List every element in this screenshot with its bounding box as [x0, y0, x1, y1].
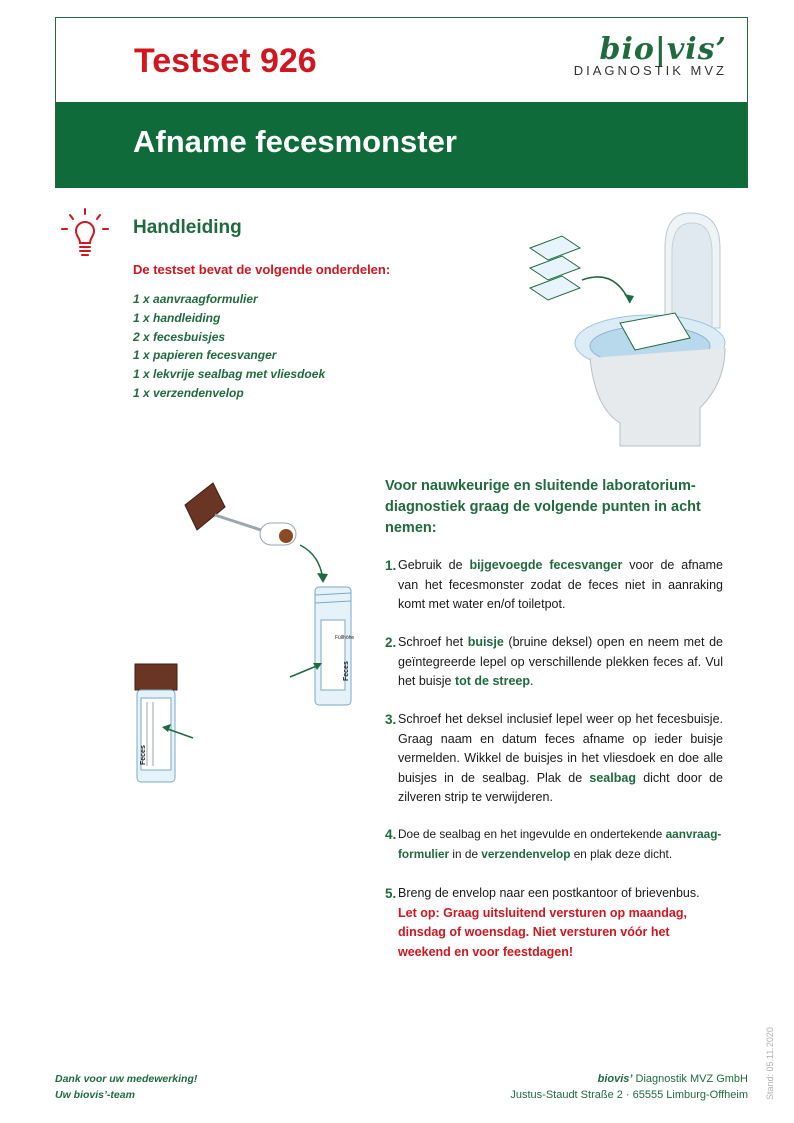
thanks-text: Dank voor uw medewerking! — [55, 1073, 198, 1085]
contents-list — [133, 290, 325, 403]
subtitle-bar — [56, 102, 747, 188]
shipping-warning: Let op: Graag uitsluitend versturen op maandag, dinsdag of woensdag. Niet versturen vóór het weekend en voor feestdagen! — [398, 905, 687, 959]
step-text: Schroef het deksel inclusief lepel weer op het fecesbuisje. Graag naam en datum feces afname op ieder buisje vermelden. Wikkel de buisjes in het vliesdoek en doe alle buisjes in de sealbag. Plak de — [398, 712, 723, 785]
footer-address — [510, 1071, 748, 1103]
logo-subtitle: DIAGNOSTIK MVZ — [573, 63, 727, 78]
step-text: Gebruik de — [398, 558, 470, 572]
step-number: 5. — [385, 886, 397, 901]
step-highlight: verzendenvelop — [481, 846, 571, 861]
page-subtitle: Afname fecesmonster — [133, 124, 457, 159]
step-number: 1. — [385, 558, 397, 573]
step-text: dicht door de zilveren strip te verwijderen. — [398, 770, 723, 804]
instruction-step — [385, 556, 723, 615]
list-item: 1 x lekvrije sealbag met vliesdoek — [133, 367, 326, 382]
page-title: Testset 926 — [134, 42, 317, 80]
step-highlight: buisje — [467, 635, 504, 649]
fill-level-label: Füllhöhe — [335, 635, 355, 641]
tube-label: Feces — [343, 661, 350, 681]
step-highlight: tot de streep — [454, 674, 530, 688]
toilet-illustration — [520, 208, 730, 453]
logo-wordmark: bio|vis’ — [599, 32, 727, 67]
header-box — [55, 17, 748, 188]
company-address: Justus-Staudt Straße 2 · 65555 Limburg-Offheim — [510, 1089, 748, 1101]
step-text: Doe de sealbag en het ingevulde en ondertekende — [398, 827, 666, 841]
list-item: 1 x papieren fecesvanger — [133, 348, 277, 363]
step-highlight: aanvraag-formulier — [398, 827, 722, 861]
instruction-step — [385, 825, 723, 864]
step-number: 2. — [385, 635, 397, 650]
contents-heading: De testset bevat de volgende onderdelen: — [133, 262, 391, 277]
step-text: (bruine deksel) open en neem met de geïntegreerde lepel op verschillende plekken feces af. Vul het buisje — [398, 635, 723, 688]
list-item: 1 x verzendenvelop — [133, 385, 244, 400]
list-item: 2 x fecesbuisjes — [133, 329, 226, 344]
step-highlight: sealbag — [589, 770, 636, 785]
step-text: voor de afname van het fecesmonster zodat de feces niet in aanraking komt met water en/of toiletpot. — [398, 558, 723, 611]
tube-label: Feces — [140, 745, 147, 765]
step-text: . — [530, 674, 534, 688]
company-brand: biovis’ — [597, 1073, 633, 1085]
list-item: 1 x handleiding — [133, 310, 221, 325]
version-date: Stand: 05.11.2020 — [765, 1027, 775, 1100]
list-item: 1 x aanvraagformulier — [133, 292, 258, 306]
step-text: Breng de envelop naar een postkantoor of brievenbus. — [398, 886, 700, 900]
instruction-step — [385, 884, 723, 962]
team-signature: Uw biovis’-team — [55, 1089, 135, 1101]
step-number: 3. — [385, 712, 397, 727]
spoon-lid-illustration — [175, 475, 335, 595]
step-number: 4. — [385, 827, 397, 842]
footer-thanks — [55, 1071, 197, 1103]
step-text: Schroef het — [398, 635, 468, 649]
instructions-intro: Voor nauwkeurige en sluitende laboratorium-diagnostiek graag de volgende punten in acht nemen: — [385, 478, 701, 536]
instruction-step — [385, 710, 723, 808]
step-text: en plak deze dicht. — [570, 846, 673, 861]
company-name: Diagnostik MVZ GmbH — [632, 1073, 748, 1085]
logo — [574, 32, 727, 78]
instruction-step — [385, 633, 723, 692]
lightbulb-icon — [60, 207, 110, 262]
open-tube-illustration — [285, 585, 360, 710]
closed-tube-illustration — [133, 660, 213, 785]
step-highlight: bijgevoegde fecesvanger — [469, 558, 623, 572]
manual-heading: Handleiding — [133, 217, 242, 238]
step-text: in de — [449, 846, 482, 861]
